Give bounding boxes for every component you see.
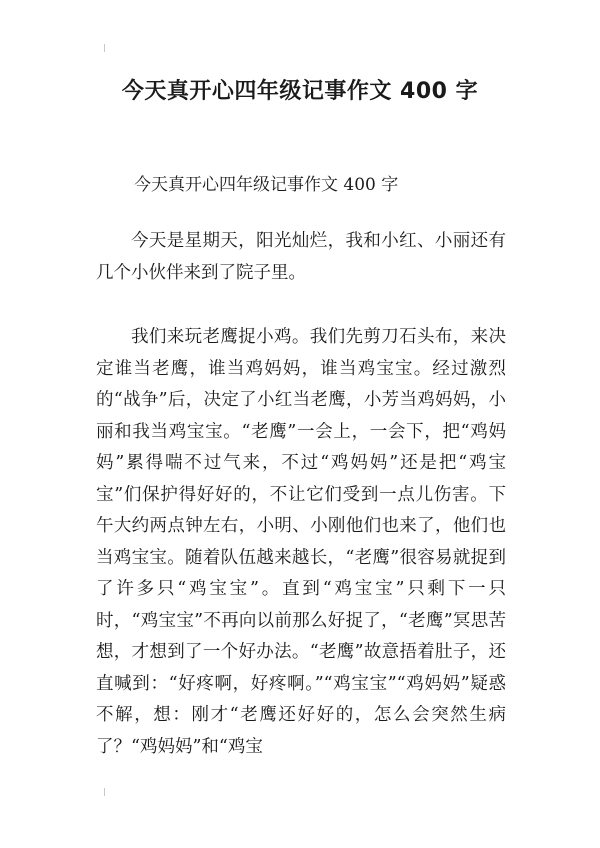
page-title: 今天真开心四年级记事作文 400 字	[121, 79, 479, 104]
paragraph-game: 我们来玩老鹰捉小鸡。我们先剪刀石头布，来决定谁当老鹰，谁当鸡妈妈，谁当鸡宝宝。经过激烈的“战争”后，决定了小红当老鹰，小芳当鸡妈妈，小丽和我当鸡宝宝。“老鹰”一会上，一会下，把“鸡妈妈”累得喘不过气来，不过“鸡妈妈”还是把“鸡宝宝”们保护得好好的，不让它们受到一点儿伤害。下午大约两点钟左右，小明、小刚他们也来了，他们也当鸡宝宝。随着队伍越来越长，“老鹰”很容易就捉到了许多只“鸡宝宝”。直到“鸡宝宝”只剩下一只时，“鸡宝宝”不再向以前那么好捉了，“老鹰”冥思苦想，才想到了一个好办法。“老鹰”故意捂着肚子，还直喊到：“好疼啊，好疼啊。”“鸡宝宝”“鸡妈妈”疑惑不解，想：刚才“老鹰还好好的，怎么会突然生病了？“鸡妈妈”和“鸡宝	[96, 327, 506, 757]
paragraph-intro: 今天是星期天，阳光灿烂，我和小红、小丽还有几个小伙伴来到了院子里。	[96, 231, 506, 283]
corner-mark-top-left	[104, 44, 105, 52]
corner-mark-bottom-left	[104, 788, 105, 796]
document-subtitle: 今天真开心四年级记事作文 400 字	[134, 175, 399, 195]
